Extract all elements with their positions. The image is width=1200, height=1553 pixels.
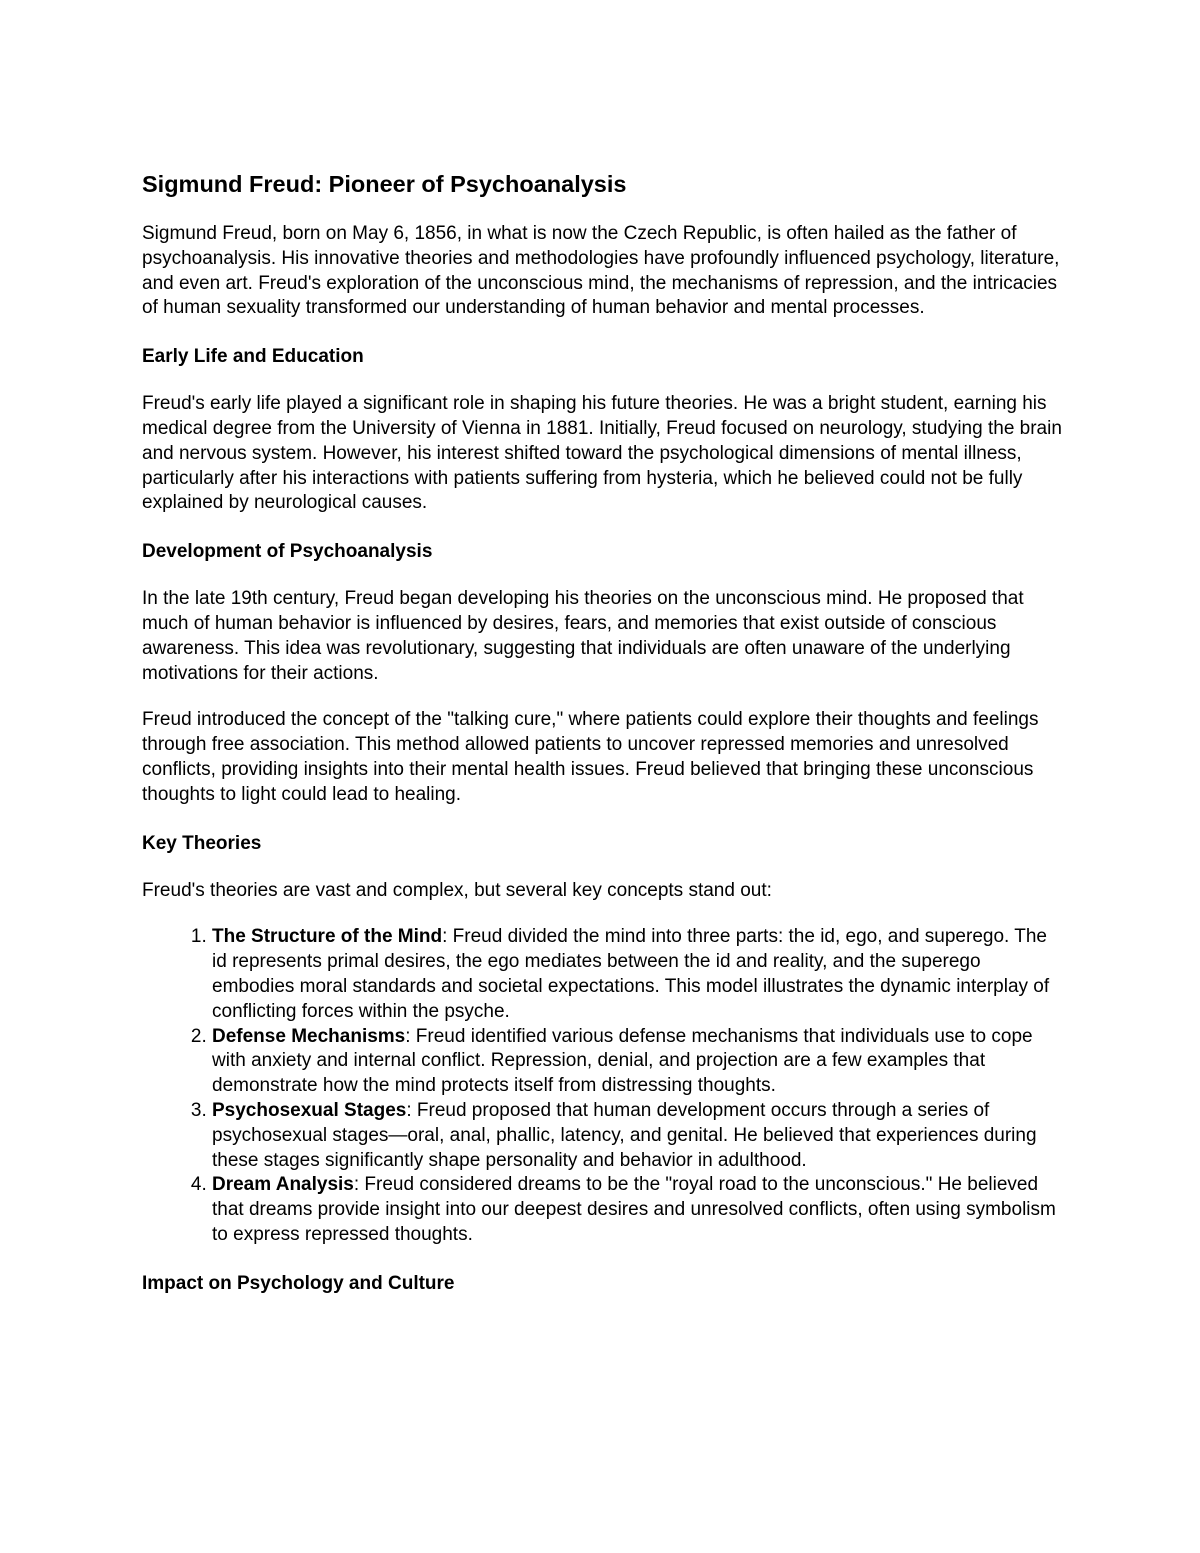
intro-paragraph: Sigmund Freud, born on May 6, 1856, in what is now the Czech Republic, is often hailed as the father of psychoanalysis. His innovative theories and methodologies have profoundly influenced psychology, literature, and even art. Freud's exploration of the unconscious mind, the mechanisms of repression, and the intricacies of human sexuality transformed our understanding of human behavior and mental processes. [142, 223, 1060, 319]
list-item-text: : Freud divided the mind into three parts: the id, ego, and superego. The id represents primal desires, the ego mediates between the id and reality, and the superego embodies moral standards and societal expectations. This model illustrates the dynamic interplay of conflicting forces within the psyche. [212, 926, 1050, 1022]
list-item-text: : Freud proposed that human development occurs through a series of psychosexual stages—oral, anal, phallic, latency, and genital. He believed that experiences during these stages significantly shape personality and behavior in adulthood. [212, 1099, 1037, 1171]
document-title: Sigmund Freud: Pioneer of Psychoanalysis [142, 171, 627, 197]
list-item [212, 1173, 1064, 1247]
list-item [212, 925, 1064, 1024]
key-theories-intro: Freud's theories are vast and complex, but several key concepts stand out: [142, 879, 772, 901]
list-item-text: : Freud considered dreams to be the "royal road to the unconscious." He believed that dreams provide insight into our deepest desires and unresolved conflicts, often using symbolism to express repressed thoughts. [212, 1174, 1056, 1245]
list-item-term: Psychosexual Stages [212, 1099, 407, 1121]
list-item-text: : Freud identified various defense mechanisms that individuals use to cope with anxiety and internal conflict. Repression, denial, and projection are a few examples that demonstrate how the mind protects itself from distressing thoughts. [212, 1025, 1033, 1097]
document-page [142, 168, 1064, 1319]
list-item-term: Defense Mechanisms [212, 1025, 406, 1047]
heading-impact: Impact on Psychology and Culture [142, 1272, 455, 1294]
key-theories-list [142, 925, 1064, 1247]
heading-early-life: Early Life and Education [142, 346, 364, 368]
list-item [212, 1099, 1064, 1173]
heading-key-theories: Key Theories [142, 832, 262, 854]
development-paragraph-2: Freud introduced the concept of the "talking cure," where patients could explore their thoughts and feelings through free association. This method allowed patients to uncover repressed memories and unresolved conflicts, providing insights into their mental health issues. Freud believed that bringing these unconscious thoughts to light could lead to healing. [142, 709, 1039, 805]
heading-development: Development of Psychoanalysis [142, 541, 433, 563]
list-item-term: The Structure of the Mind [212, 926, 443, 948]
development-paragraph-1: In the late 19th century, Freud began developing his theories on the unconscious mind. He proposed that much of human behavior is influenced by desires, fears, and memories that exist outside of conscious awareness. This idea was revolutionary, suggesting that individuals are often unaware of the underlying motivations for their actions. [142, 588, 1024, 684]
early-life-paragraph: Freud's early life played a significant role in shaping his future theories. He was a bright student, earning his medical degree from the University of Vienna in 1881. Initially, Freud focused on neurology, studying the brain and nervous system. However, his interest shifted toward the psychological dimensions of mental illness, particularly after his interactions with patients suffering from hysteria, which he believed could not be fully explained by neurological causes. [142, 393, 1062, 514]
list-item [212, 1025, 1064, 1099]
list-item-term: Dream Analysis [212, 1174, 354, 1196]
